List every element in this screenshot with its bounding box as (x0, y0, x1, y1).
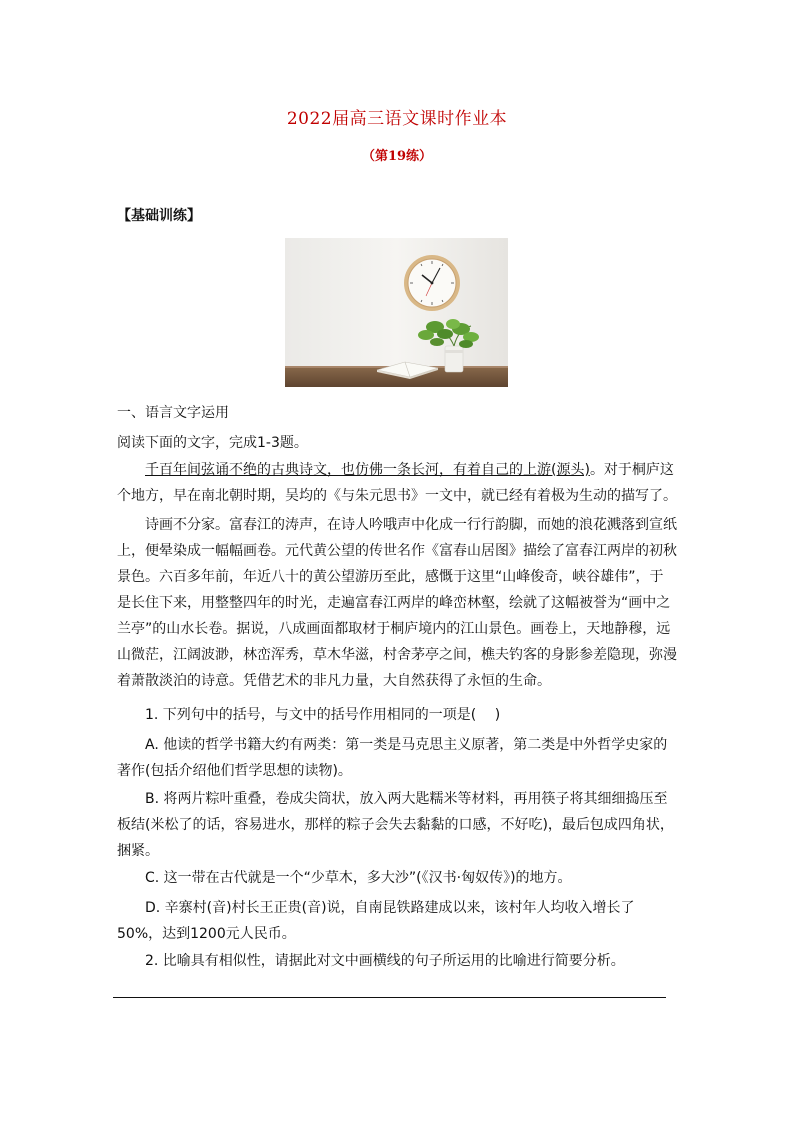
section-tag: 【基础训练】 (117, 208, 201, 224)
page-subtitle: （第19练） (361, 149, 433, 164)
paragraph-1-rest: 。对于桐庐这个地方，早在南北朝时期，吴均的《与朱元思书》一文中，就已经有着极为生动的描写了。 (117, 462, 677, 504)
wall-background (285, 238, 508, 368)
underlined-sentence: 千百年间弦诵不绝的古典诗文，也仿佛一条长河，有着自己的上游(源头) (145, 462, 590, 478)
option-b: B. 将两片粽叶重叠，卷成尖筒状，放入两大匙糯米等材料，再用筷子将其细细捣压至板结(米松了的话，容易进水，那样的粽子会失去黏黏的口感，不好吃)，最后包成四角状，捆紧。 (117, 791, 674, 859)
passage-paragraph-1 (117, 457, 677, 509)
option-c: C. 这一带在古代就是一个“少草木，多大沙”(《汉书·匈奴传》)的地方。 (145, 870, 572, 886)
answer-line (113, 997, 666, 998)
passage-paragraph-2: 诗画不分家。富春江的涛声，在诗人吟哦声中化成一行行韵脚，而她的浪花溅落到宣纸上，便晕染成一幅幅画卷。元代黄公望的传世名作《富春山居图》描绘了富春江两岸的初秋景色。六百多年前，年近八十的黄公望游历至此，感慨于这里“山峰俊奇，峡谷雄伟”，于是长住下来，用整整四年的时光，走遍富春江两岸的峰峦林壑，绘就了这幅被誉为“画中之兰亭”的山水长卷。据说，八成画面都取材于桐庐境内的江山景色。画卷上，天地静穆，远山微茫，江阔波渺，林峦浑秀，草木华滋，村舍茅亭之间，樵夫钓客的身影参差隐现，弥漫着萧散淡泊的诗意。凭借艺术的非凡力量，大自然获得了永恒的生命。 (117, 517, 677, 689)
option-d: D. 辛寨村(音)村长王正贵(音)说，自南昆铁路建成以来，该村年人均收入增长了50%，达到1200元人民币。 (117, 900, 635, 942)
question-2: 2. 比喻具有相似性，请据此对文中画横线的句子所运用的比喻进行简要分析。 (145, 953, 625, 969)
wall-clock-icon (404, 255, 460, 311)
option-a: A. 他读的哲学书籍大约有两类：第一类是马克思主义原著，第二类是中外哲学史家的著作(包括介绍他们哲学思想的读物)。 (117, 737, 668, 779)
instruction-text: 阅读下面的文字，完成1-3题。 (117, 435, 308, 451)
page-title: 2022届高三语文课时作业本 (286, 109, 508, 129)
illustration-image (285, 238, 508, 387)
section-heading: 一、语言文字运用 (117, 405, 229, 421)
question-1: 1. 下列句中的括号，与文中的括号作用相同的一项是( ) (145, 707, 501, 723)
